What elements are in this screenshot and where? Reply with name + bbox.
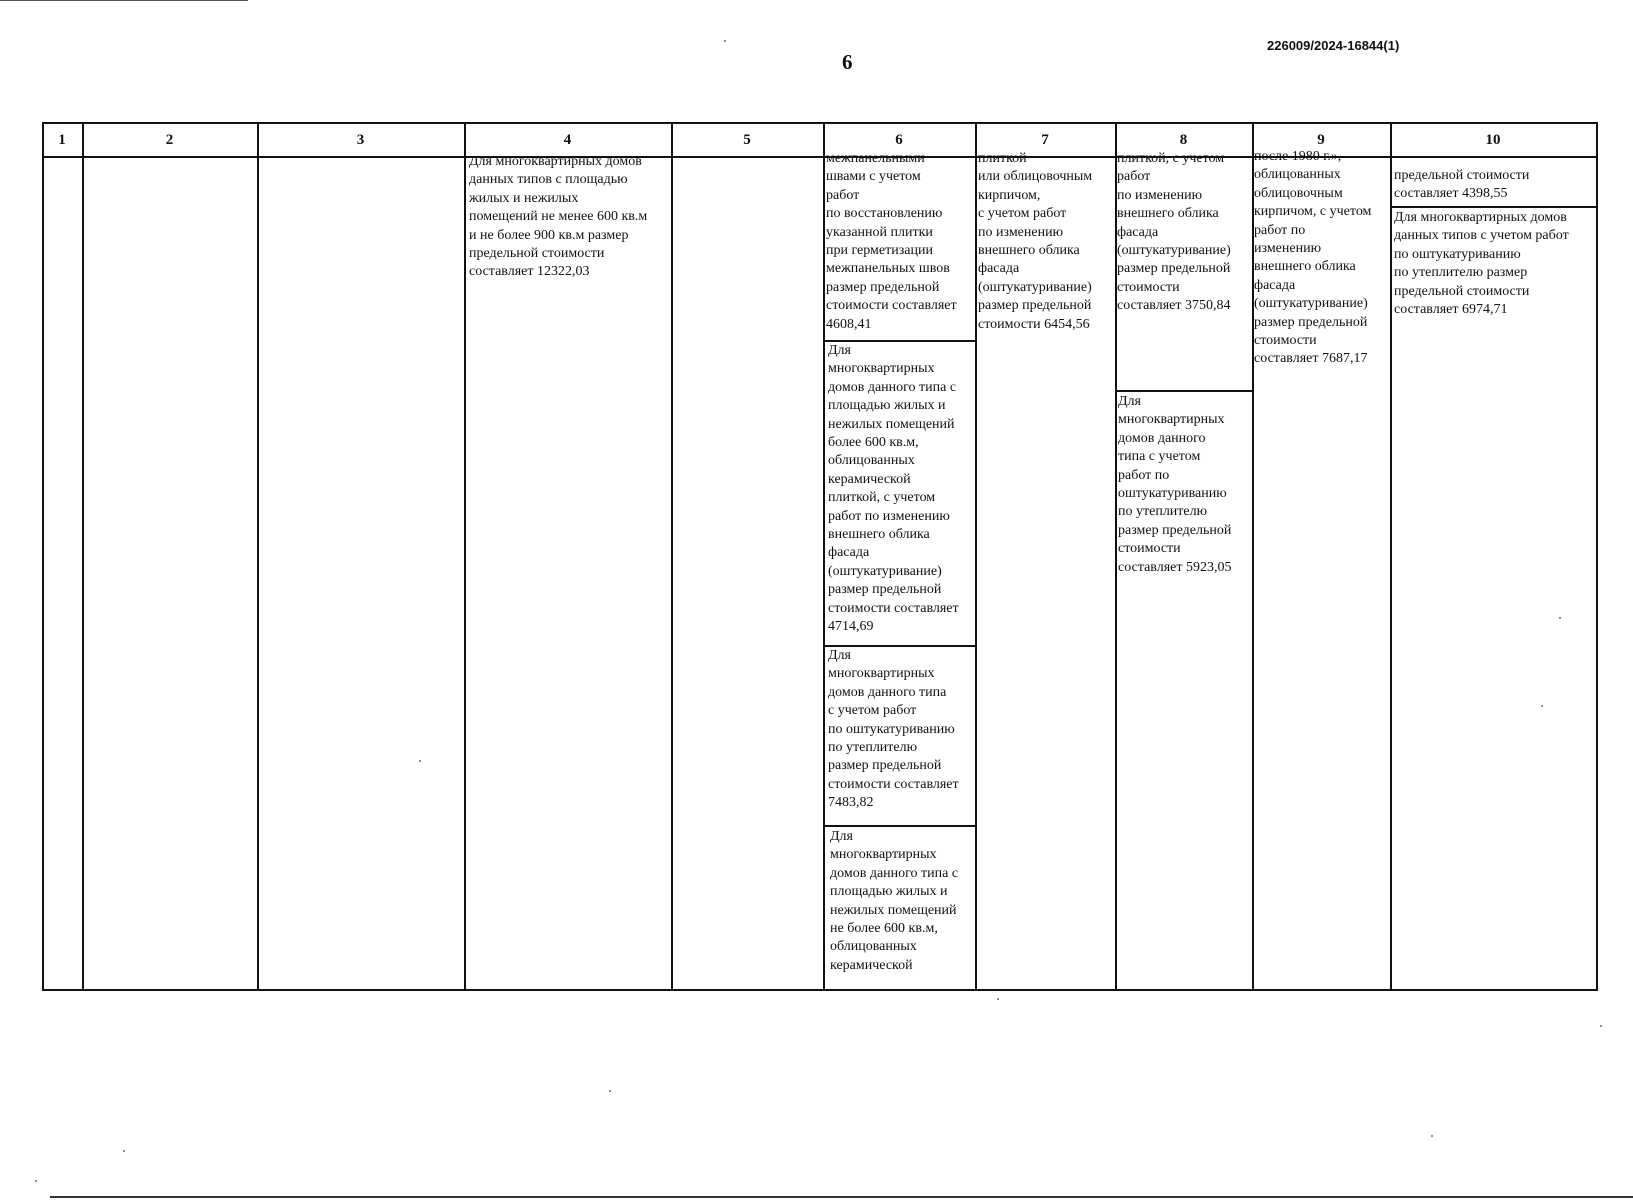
col4-line: составляет 12322,03 (469, 264, 590, 280)
col8-line: домов данного (1118, 430, 1206, 446)
col8-line: многоквартирных (1118, 412, 1225, 428)
col6-line: (оштукатуривание) (828, 563, 942, 579)
col9-line: стоимости (1254, 333, 1317, 349)
col6-line: с учетом работ (828, 703, 917, 719)
col7-line: с учетом работ (978, 206, 1067, 222)
col6-line: многоквартирных (828, 361, 935, 377)
col9-line: изменению (1254, 241, 1322, 257)
col7-line: внешнего облика (978, 243, 1080, 259)
col8-block-1 (1117, 150, 1231, 316)
col6-line: 4608,41 (826, 316, 872, 332)
col6-line: при герметизации (826, 243, 933, 259)
price-table (42, 108, 1598, 991)
column-header-6: 6 (895, 131, 903, 148)
col9-line: работ по (1254, 222, 1306, 238)
col6-line: более 600 кв.м, (828, 435, 919, 451)
col4-line: предельной стоимости (469, 246, 605, 262)
page-number: 6 (842, 50, 853, 74)
col6-block-1 (826, 150, 957, 334)
col6-block-2 (828, 342, 959, 637)
col6-line: многоквартирных (830, 847, 937, 863)
column-header-9: 9 (1317, 131, 1325, 148)
scan-speck (1600, 1025, 1602, 1027)
col8-block-2 (1118, 393, 1231, 577)
col8-line: фасада (1117, 224, 1159, 240)
col7-line: по изменению (978, 224, 1064, 240)
col7-text (978, 150, 1092, 334)
col6-line: Для (828, 343, 851, 358)
scan-speck (1431, 1135, 1433, 1137)
col6-line: работ (826, 187, 860, 203)
col6-line: керамической (830, 957, 913, 973)
column-header-1: 1 (58, 131, 66, 148)
col6-line: по восстановлению (826, 206, 943, 222)
col8-line: по изменению (1117, 187, 1203, 203)
column-header-3: 3 (356, 131, 365, 148)
scan-speck (35, 1180, 37, 1182)
col6-line: по утеплителю (828, 740, 918, 756)
col6-line: Для (830, 829, 853, 844)
table-bottom-border (42, 989, 1598, 991)
scan-speck (123, 1150, 125, 1152)
column-divider (671, 122, 673, 991)
col10-line: составляет 6974,71 (1394, 302, 1508, 318)
col10-line: Для многоквартирных домов (1394, 210, 1567, 225)
col9-line: облицовочным (1254, 185, 1343, 201)
col8-cell-divider (1115, 390, 1254, 392)
col6-line: домов данного типа (828, 684, 947, 700)
col4-line: и не более 900 кв.м размер (469, 227, 629, 243)
col8-line: Для (1118, 394, 1141, 409)
col8-line: стоимости (1118, 541, 1181, 557)
column-header-5: 5 (743, 131, 751, 148)
col6-line: размер предельной (828, 758, 942, 774)
col6-cell-divider (823, 825, 977, 827)
col8-line: внешнего облика (1117, 206, 1219, 222)
col6-line: многоквартирных (828, 666, 935, 682)
col7-line: стоимости 6454,56 (978, 316, 1090, 332)
scan-edge-line (0, 0, 248, 1)
col10-line: составляет 4398,55 (1394, 186, 1508, 202)
col9-line: после 1980 г.», (1254, 149, 1342, 164)
col9-line: кирпичом, с учетом (1254, 204, 1372, 220)
col9-line: фасада (1254, 277, 1296, 293)
column-header-10: 10 (1485, 131, 1501, 148)
col8-line: плиткой, с учетом (1117, 151, 1225, 166)
col6-line: нежилых помещений (830, 902, 957, 918)
col6-line: стоимости составляет (828, 600, 959, 616)
col6-line: не более 600 кв.м, (830, 921, 938, 937)
col8-line: составляет 5923,05 (1118, 559, 1232, 575)
col7-line: фасада (978, 261, 1020, 277)
document-id: 226009/2024-16844(1) (1267, 38, 1400, 53)
col6-block-4 (830, 828, 958, 975)
col9-line: облицованных (1254, 167, 1341, 183)
col9-line: внешнего облика (1254, 259, 1356, 275)
col6-line: стоимости составляет (826, 298, 957, 314)
col10-line: предельной стоимости (1394, 168, 1530, 183)
col6-line: керамической (828, 471, 911, 487)
col6-line: облицованных (830, 939, 917, 955)
col6-line: межпанельных швов (826, 261, 950, 277)
scan-speck (724, 40, 726, 42)
col6-line: стоимости составляет (828, 776, 959, 792)
col6-line: размер предельной (828, 582, 942, 598)
col6-line: площадью жилых и (828, 398, 946, 414)
col8-line: составляет 3750,84 (1117, 298, 1231, 314)
col4-line: жилых и нежилых (469, 190, 579, 206)
col6-line: Для (828, 648, 851, 663)
col6-line: швами с учетом (826, 169, 921, 185)
col8-line: размер предельной (1117, 261, 1231, 277)
col10-line: данных типов с учетом работ (1394, 228, 1569, 244)
scan-speck (609, 1090, 611, 1092)
col8-line: (оштукатуривание) (1117, 243, 1231, 259)
col6-line: внешнего облика (828, 527, 930, 543)
column-header-2: 2 (165, 131, 174, 148)
col10-line: по оштукатуриванию (1394, 246, 1521, 262)
col4-text (469, 153, 647, 282)
col7-line: или облицовочным (978, 169, 1093, 185)
col8-line: стоимости (1117, 279, 1180, 295)
col6-line: указанной плитки (826, 224, 933, 240)
col4-line: данных типов с площадью (469, 172, 628, 188)
col10-cell-divider (1390, 206, 1598, 208)
col9-line: размер предельной (1254, 314, 1368, 330)
scan-edge-line (50, 1196, 1633, 1198)
col7-line: (оштукатуривание) (978, 279, 1092, 295)
col7-line: плиткой (978, 151, 1027, 166)
col9-text (1254, 148, 1371, 369)
column-divider (42, 122, 44, 991)
col10-line: предельной стоимости (1394, 283, 1530, 299)
column-header-4: 4 (563, 131, 572, 148)
column-divider (1390, 122, 1392, 991)
col8-line: работ (1117, 169, 1151, 185)
col6-line: по оштукатуриванию (828, 721, 955, 737)
col6-line: облицованных (828, 453, 915, 469)
col9-line: составляет 7687,17 (1254, 351, 1368, 367)
col6-line: работ по изменению (828, 508, 950, 524)
col8-line: по утеплителю (1118, 504, 1208, 520)
column-divider (823, 122, 825, 991)
col6-line: размер предельной (826, 279, 940, 295)
col8-line: работ по (1118, 467, 1170, 483)
col10-block-2 (1394, 209, 1569, 319)
col6-line: межпанельными (826, 151, 925, 166)
col8-line: типа с учетом (1118, 449, 1201, 465)
col7-line: размер предельной (978, 298, 1092, 314)
column-divider (464, 122, 466, 991)
column-divider (257, 122, 259, 991)
col8-line: размер предельной (1118, 522, 1232, 538)
col6-line: домов данного типа с (828, 379, 957, 395)
col4-line: помещений не менее 600 кв.м (469, 209, 648, 225)
col6-line: нежилых помещений (828, 416, 955, 432)
col6-block-3 (828, 647, 959, 813)
col10-line: по утеплителю размер (1394, 265, 1528, 281)
col4-line: Для многоквартирных домов (469, 154, 642, 169)
col6-line: фасада (828, 545, 870, 561)
col6-line: 4714,69 (828, 619, 874, 635)
scan-speck (997, 998, 999, 1000)
col6-line: площадью жилых и (830, 884, 948, 900)
column-header-7: 7 (1041, 131, 1049, 148)
column-divider (975, 122, 977, 991)
table-right-border (1596, 122, 1598, 991)
col6-line: 7483,82 (828, 795, 874, 811)
column-divider (82, 122, 84, 991)
col9-line: (оштукатуривание) (1254, 296, 1368, 312)
col6-line: домов данного типа с (830, 865, 959, 881)
col6-line: плиткой, с учетом (828, 490, 936, 506)
col7-line: кирпичом, (978, 187, 1041, 203)
col10-block-1 (1394, 167, 1529, 204)
column-header-8: 8 (1179, 131, 1188, 148)
col8-line: оштукатуриванию (1118, 486, 1227, 502)
